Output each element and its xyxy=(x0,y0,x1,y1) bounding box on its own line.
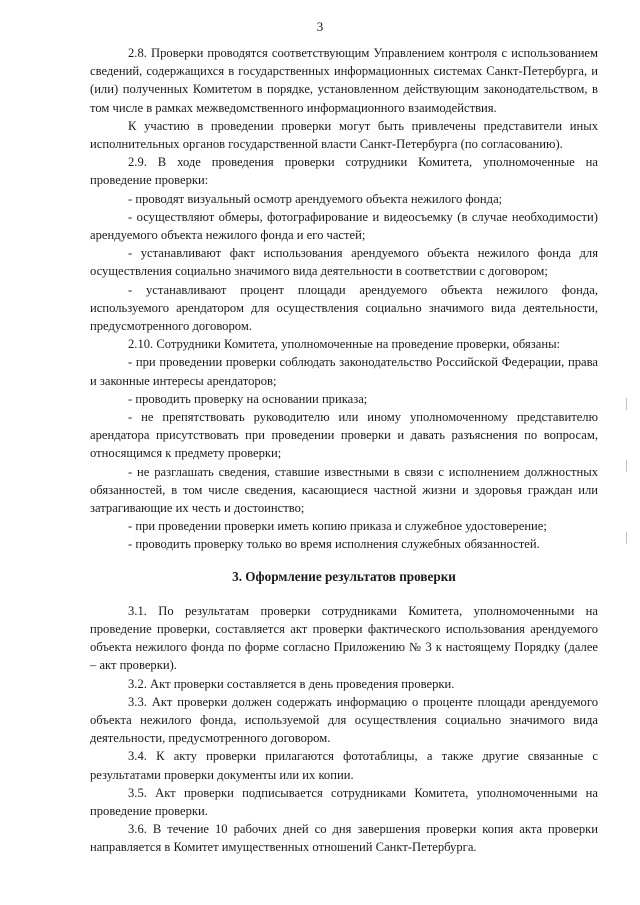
page-number: 3 xyxy=(316,19,324,34)
paragraph-3-4: 3.4. К акту проверки прилагаются фототаблицы, а также другие связанные с результатами проверки документы или их копии. xyxy=(90,749,598,782)
scan-margin-mark xyxy=(626,532,630,544)
list-item-measurements: - осуществляют обмеры, фотографирование и видеосъемку (в случае необходимости) арендуемого объекта нежилого фонда и его частей; xyxy=(90,209,598,243)
scan-margin-mark xyxy=(626,398,630,410)
paragraph-3-1: 3.1. По результатам проверки сотрудниками Комитета, уполномоченными на проведение проверки, составляется акт проверки фактического использования арендуемого объекта нежилого фонда по форме согласно Приложению № 3 к настоящему Порядку (далее – акт проверки). xyxy=(90,603,598,673)
section-heading: 3. Оформление результатов проверки xyxy=(232,568,456,584)
list-item-no-obstruction: - не препятствовать руководителю или иному уполномоченному представителю арендатора присутствовать при проведении проверки и давать разъяснения по вопросам, относящимся к предмету проверки; xyxy=(90,410,598,461)
list-item-confidentiality: - не разглашать сведения, ставшие известными в связи с исполнением должностных обязанностей, в том числе сведения, касающиеся частной жизни и здоровья граждан или затрагивающие их честь и достоинство; xyxy=(90,464,598,516)
paragraph-2-10: 2.10. Сотрудники Комитета, уполномоченные на проведение проверки, обязаны: xyxy=(128,337,561,352)
list-item-usage-fact: - устанавливают факт использования арендуемого объекта нежилого фонда для осуществления социально значимого вида деятельности в соответствии с договором; xyxy=(90,246,598,279)
document-body xyxy=(90,44,598,857)
paragraph-2-8: 2.8. Проверки проводятся соответствующим Управлением контроля с использованием сведений, содержащихся в государственных информационных системах Санкт-Петербурга, и (или) полученных Комитетом в порядке, установленном действующим законодательством, в том числе в рамках межведомственного информационного взаимодействия. xyxy=(90,46,598,115)
scan-margin-mark xyxy=(626,460,630,472)
paragraph-2-9: 2.9. В ходе проведения проверки сотрудники Комитета, уполномоченные на проведение проверки: xyxy=(90,155,598,188)
paragraph-3-2: 3.2. Акт проверки составляется в день проведения проверки. xyxy=(128,676,455,691)
paragraph-3-3: 3.3. Акт проверки должен содержать информацию о проценте площади арендуемого объекта нежилого фонда, используемой для осуществления социально значимого вида деятельности, предусмотренного договором. xyxy=(90,694,598,746)
list-item-visual-inspection: - проводят визуальный осмотр арендуемого объекта нежилого фонда; xyxy=(128,191,503,206)
list-item-order-basis: - проводить проверку на основании приказа; xyxy=(128,391,368,406)
list-item-documents: - при проведении проверки иметь копию приказа и служебное удостоверение; xyxy=(128,519,547,534)
list-item-duty-time: - проводить проверку только во время исполнения служебных обязанностей. xyxy=(128,537,540,552)
list-item-observe-law: - при проведении проверки соблюдать законодательство Российской Федерации, права и законные интересы арендаторов; xyxy=(90,355,598,388)
paragraph-3-5: 3.5. Акт проверки подписывается сотрудниками Комитета, уполномоченными на проведение проверки. xyxy=(90,785,598,818)
paragraph-participation: К участию в проведении проверки могут быть привлечены представители иных исполнительных органов государственной власти Санкт-Петербурга (по согласованию). xyxy=(90,118,598,152)
list-item-area-percent: - устанавливают процент площади арендуемого объекта нежилого фонда, используемого арендатором для осуществления социально значимого вида деятельности, предусмотренного договором. xyxy=(90,282,598,334)
paragraph-3-6: 3.6. В течение 10 рабочих дней со дня завершения проверки копия акта проверки направляется в Комитет имущественных отношений Санкт-Петербурга. xyxy=(90,822,598,855)
